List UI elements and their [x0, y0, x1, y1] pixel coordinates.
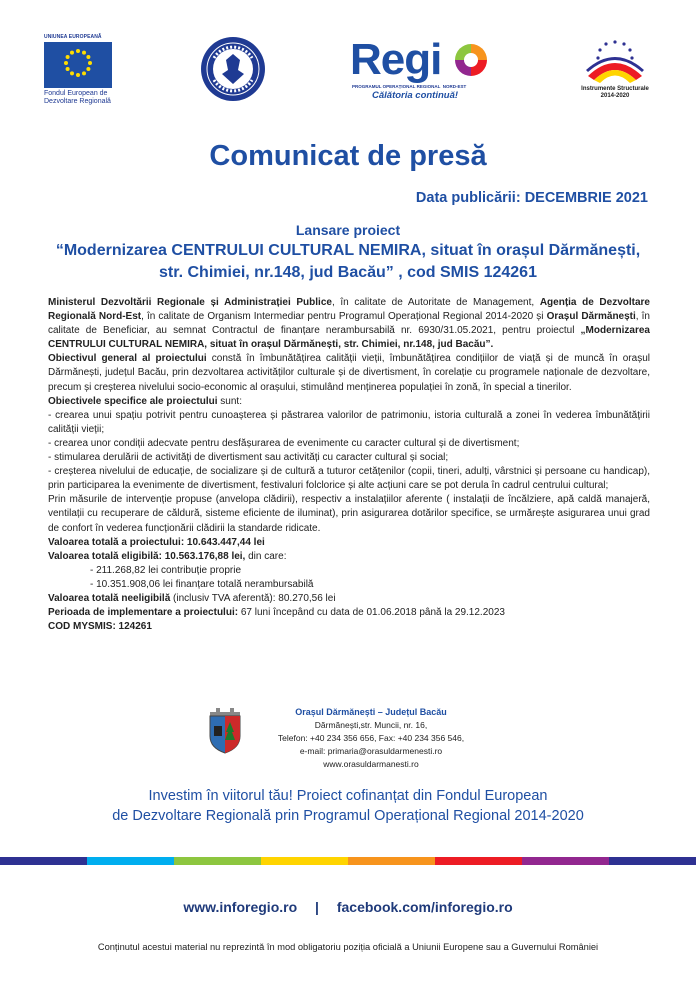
stripe-segment — [87, 857, 174, 865]
page-title: Comunicat de presă — [209, 140, 487, 172]
launch-heading: Lansare proiect — [295, 222, 401, 238]
investment-statement — [40, 786, 656, 826]
press-release-body — [48, 296, 650, 634]
eligible-value: Valoarea totală eligibilă: 10.563.176,88 lei, — [48, 550, 246, 562]
regio-region-text: NORD-EST — [442, 84, 467, 89]
specific-objectives-heading — [48, 395, 650, 409]
interventions-paragraph: Prin măsurile de intervenție propuse (anvelopa clădirii), respectiv a instalațiilor aferente ( instalații de încălziere, apă caldă manajeră, ventilații cu recuperare de căldură, sisteme eficiente de iluminat), prin asigurarea dotărilor specifice, se urmărește asigurarea unui grad de confort în vederea funcționării clădirii la standarde ridicate. — [48, 494, 650, 534]
total-value: Valoarea totală a proiectului: 10.643.447,44 lei — [48, 536, 265, 548]
intro-text-3: , în calitate de Beneficiar, au semnat Contractul de finanțare nerambursabilă nr. 6930/31.05.2021, pentru proiectul — [48, 311, 650, 337]
regio-program-text: PROGRAMUL OPERAȚIONAL REGIONAL — [352, 84, 441, 89]
implementation-period-line — [48, 606, 650, 620]
stripe-segment — [261, 857, 348, 865]
eligible-value-suffix: din care: — [245, 550, 287, 562]
project-title-line-1: “Modernizarea CENTRULUI CULTURAL NEMIRA, situat în orașul Dărmănești, — [55, 242, 641, 259]
objective-item: - creșterea nivelului de educație, de socializare și de cultură a tuturor cetățenilor (copii, tineri, adulți, vârstnici și persoane cu handicap), prin participarea la evenimente de divertisment, festivaluri folclorice și alte acțiuni care se pot derula în cadrul centrului cultural; — [48, 466, 650, 492]
non-eligible-label: Valoarea totală neeligibilă — [48, 592, 171, 604]
regio-logo — [350, 35, 490, 102]
specific-objectives-label: Obiectivele specifice ale proiectului — [48, 395, 218, 407]
nonrefundable-funding: - 10.351.908,06 lei finanțare totală nerambursabilă — [90, 578, 314, 590]
stripe-segment — [348, 857, 435, 865]
link-separator: | — [315, 899, 319, 915]
inforegio-link[interactable]: www.inforegio.ro — [183, 899, 298, 915]
objective-item: - stimularea derulării de activități de divertisment sau activități cu caracter cultural și social; — [48, 452, 449, 464]
intro-text-1: , în calitate de Autoritate de Management, — [331, 297, 540, 308]
non-eligible-line — [48, 592, 650, 606]
investment-line-1: Investim în viitorul tău! Proiect cofinanțat din Fondul European — [148, 788, 548, 804]
investment-line-2: de Dezvoltare Regională prin Programul Operațional Regional 2014-2020 — [112, 808, 584, 824]
contact-address: Dărmănești,str. Muncii, nr. 16, — [314, 720, 428, 730]
intro-text-2: , în calitate de Organism Intermediar pentru Programul Operațional Regional 2014-2020 și — [141, 311, 547, 323]
contact-website[interactable]: www.orasuldarmanesti.ro — [323, 759, 419, 769]
eu-subtitle-1: Fondul European de — [44, 90, 108, 97]
implementation-period-label: Perioada de implementare a proiectului: — [48, 607, 239, 619]
publication-date: Data publicării: DECEMBRIE 2021 — [415, 190, 648, 206]
instr-label-1: Instrumente Structurale — [581, 86, 649, 92]
implementation-period-value: 67 luni începând cu data de 01.06.2018 până la 29.12.2023 — [238, 607, 505, 619]
structural-instruments-icon — [576, 36, 654, 86]
stripe-segment — [435, 857, 522, 865]
structural-instruments-logo — [576, 36, 654, 106]
contact-email[interactable]: e-mail: primaria@orasuldarmenesti.ro — [299, 746, 443, 756]
agency-name: Agenția de Dezvoltare Regională Nord-Est — [48, 297, 650, 323]
instr-label-2: 2014-2020 — [600, 93, 630, 99]
government-seal-icon — [200, 36, 266, 102]
objective-item: - crearea unor condiții adecvate pentru desfășurarea de evenimente cu caracter cultural și de divertisment; — [48, 437, 520, 449]
footer-links — [0, 899, 696, 915]
eu-logo — [44, 34, 130, 106]
stripe-segment — [174, 857, 261, 865]
stripe-segment — [522, 857, 609, 865]
stripe-segment — [609, 857, 696, 865]
regio-word: Regi — [350, 35, 442, 84]
general-objective-paragraph — [48, 352, 650, 394]
facebook-link[interactable]: facebook.com/inforegio.ro — [336, 899, 513, 915]
general-objective-text: constă în îmbunătățirea calității vieții, îmbunătățirea condițiilor de viață și de muncă în orașul Dărmănești, județul Bacău, prin dezvoltarea activităților culturale și de divertisment, în corelație cu programele naționale de dezvoltare, precum și creșterea nivelului socio-economic al orașului, stimulând menținerea populației în zonă, în special a tinerilor. — [48, 353, 650, 393]
specific-objectives-suffix: sunt: — [217, 395, 242, 407]
eu-flag-icon — [44, 42, 112, 88]
general-objective-label: Obiectivul general al proiectului — [48, 353, 207, 365]
regio-o-icon — [454, 43, 488, 77]
project-title-line-2: str. Chimiei, nr.148, jud Bacău” , cod SMIS 124261 — [159, 264, 537, 281]
mysmis-code: COD MYSMIS: 124261 — [48, 621, 152, 633]
project-title — [40, 240, 656, 284]
ministry-name: Ministerul Dezvoltării Regionale și Administrației Publice — [48, 297, 332, 308]
contact-title: Orașul Dărmănești – Județul Bacău — [295, 707, 447, 717]
non-eligible-value: (inclusiv TVA aferentă): 80.270,56 lei — [170, 592, 336, 604]
contact-phone: Telefon: +40 234 356 656, Fax: +40 234 356 546, — [277, 733, 465, 743]
project-name: „Modernizarea CENTRULUI CULTURAL NEMIRA, situat în orașul Dărmănești, str. Chimiei, nr.148, jud Bacău”. — [48, 325, 650, 351]
town-crest-icon — [206, 706, 244, 754]
regio-tagline: Călătoria continuă! — [372, 90, 459, 101]
eu-label: UNIUNEA EUROPEANĂ — [44, 34, 102, 40]
stripe-segment — [0, 857, 87, 865]
eu-subtitle-2: Dezvoltare Regională — [44, 98, 111, 105]
eligible-value-line — [48, 550, 650, 564]
intro-paragraph — [48, 296, 650, 352]
disclaimer: Conținutul acestui material nu reprezintă în mod obligatoriu poziția oficială a Uniunii Europene sau a Guvernului României — [97, 942, 599, 952]
color-stripe — [0, 857, 696, 865]
own-contribution: - 211.268,82 lei contribuție proprie — [90, 564, 242, 576]
objective-item: - crearea unui spațiu potrivit pentru cunoașterea și păstrarea valorilor de patrimoniu, istoria culturală a zonei în vederea îmbunătățirii calității vieții; — [48, 409, 650, 435]
beneficiary-name: Orașul Dărmănești — [546, 311, 636, 323]
